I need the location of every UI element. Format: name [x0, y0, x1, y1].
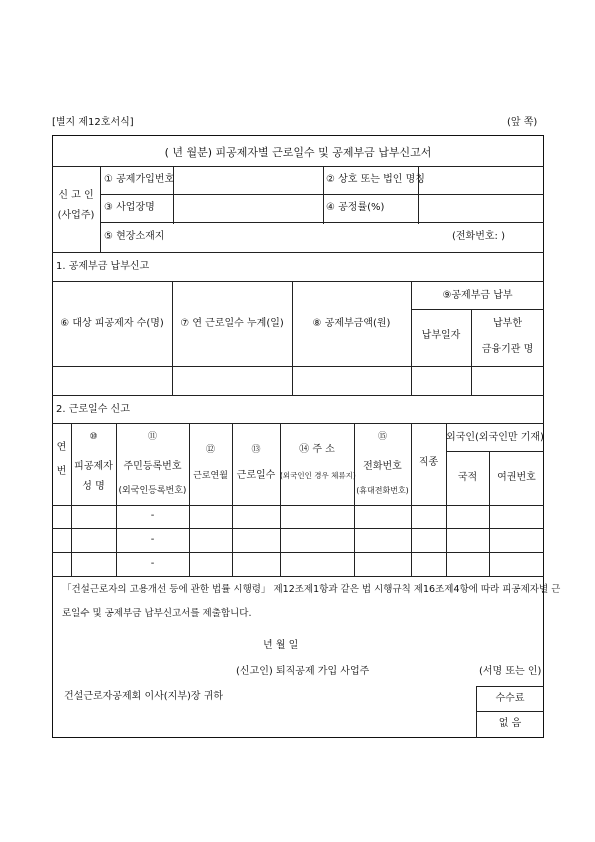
- site-location-label: ⑤ 현장소재지: [104, 231, 165, 242]
- foreigner-header: 외국인(외국인만 기재): [446, 432, 544, 443]
- company-name-label: ② 상호 또는 법인 명칭: [326, 174, 425, 185]
- rule: [476, 686, 544, 687]
- rule: [411, 423, 412, 576]
- form-title: ( 년 월분) 피공제자별 근로일수 및 공제부금 납부신고서: [164, 146, 432, 159]
- rule: [52, 166, 544, 167]
- reporter-signature-label: (신고인) 퇴직공제 가입 사업주: [236, 666, 370, 677]
- bank-header-1: 납부한: [493, 318, 522, 329]
- rule: [52, 528, 544, 529]
- resident-no-header-2: (외국인등록번호): [118, 486, 187, 496]
- occupation-header: 직종: [418, 457, 439, 468]
- seq-header-1: 연: [56, 442, 67, 453]
- rule: [52, 395, 544, 396]
- rule: [52, 423, 544, 424]
- target-count-header: ⑥ 대상 피공제자 수(명): [60, 318, 164, 329]
- seq-header-2: 번: [56, 466, 67, 477]
- reporter-label-sub: (사업주): [57, 210, 95, 221]
- rule: [446, 423, 447, 576]
- rule: [323, 166, 324, 224]
- rule: [354, 423, 355, 576]
- bank-header-2: 금융기관 명: [481, 344, 534, 355]
- submission-date: 년 월 일: [263, 640, 299, 651]
- workdays-header: 근로일수: [236, 470, 276, 481]
- rule: [411, 309, 544, 310]
- phone-label: (전화번호: ): [452, 231, 505, 242]
- resident-no-dash: -: [150, 510, 155, 521]
- rule: [100, 194, 544, 195]
- work-month-num: ⑫: [205, 445, 215, 455]
- phone-header-1: 전화번호: [363, 461, 402, 472]
- progress-rate-label: ④ 공정률(%): [326, 202, 385, 213]
- resident-no-header-1: 주민등록번호: [123, 461, 182, 472]
- address-header: ⑭ 주 소: [299, 444, 335, 455]
- statement-line-1: 「건설근로자의 고용개선 등에 관한 법률 시행령」 제12조제1항과 같은 법 시행규칙 제16조제4항에 따라 피공제자별 근: [62, 584, 561, 595]
- worker-name-num: ⑩: [89, 432, 98, 442]
- rule: [52, 552, 544, 553]
- workdays-num: ⑬: [251, 445, 261, 455]
- membership-no-label: ① 공제가입번호: [104, 174, 175, 185]
- workplace-name-label: ③ 사업장명: [104, 202, 155, 213]
- premium-payment-header: ⑨공제부금 납부: [442, 290, 513, 301]
- passport-header: 여권번호: [497, 472, 536, 483]
- resident-no-dash: -: [150, 534, 155, 545]
- section1-title: 1. 공제부금 납부신고: [56, 261, 150, 272]
- addressee: 건설근로자공제회 이사(지부)장 귀하: [64, 691, 224, 702]
- workdays-total-header: ⑦ 연 근로일수 누계(일): [180, 318, 284, 329]
- rule: [446, 451, 544, 452]
- form-number: [별지 제12호서식]: [52, 117, 134, 128]
- phone-header-2: (휴대전화번호): [356, 486, 409, 495]
- rule: [71, 423, 72, 576]
- worker-name-header-1: 피공제자: [74, 461, 113, 472]
- rule: [489, 451, 490, 576]
- rule: [52, 505, 544, 506]
- sign-or-seal: (서명 또는 인): [479, 666, 542, 677]
- rule: [476, 711, 544, 712]
- fee-value: 없 음: [498, 718, 522, 729]
- rule: [100, 222, 544, 223]
- rule: [52, 576, 544, 577]
- rule: [52, 281, 544, 282]
- rule: [172, 281, 173, 395]
- section2-title: 2. 근로일수 신고: [56, 404, 130, 415]
- rule: [292, 281, 293, 395]
- premium-amount-header: ⑧ 공제부금액(원): [312, 318, 391, 329]
- statement-line-2: 로일수 및 공제부금 납부신고서를 제출합니다.: [62, 608, 252, 619]
- payment-date-header: 납부일자: [421, 330, 461, 341]
- rule: [52, 252, 544, 253]
- rule: [100, 166, 101, 252]
- resident-no-num: ⑪: [147, 432, 157, 442]
- rule: [116, 423, 117, 576]
- resident-no-dash: -: [150, 558, 155, 569]
- reporter-label: 신 고 인: [58, 190, 94, 201]
- fee-label: 수수료: [495, 693, 525, 704]
- nationality-header: 국적: [457, 472, 478, 483]
- worker-name-header-2: 성 명: [82, 481, 105, 492]
- phone-num: ⑮: [377, 432, 387, 442]
- work-month-header: 근로연월: [193, 471, 228, 481]
- address-subheader: (외국인인 경우 체류지): [280, 471, 356, 480]
- page-side-label: (앞 쪽): [507, 117, 538, 128]
